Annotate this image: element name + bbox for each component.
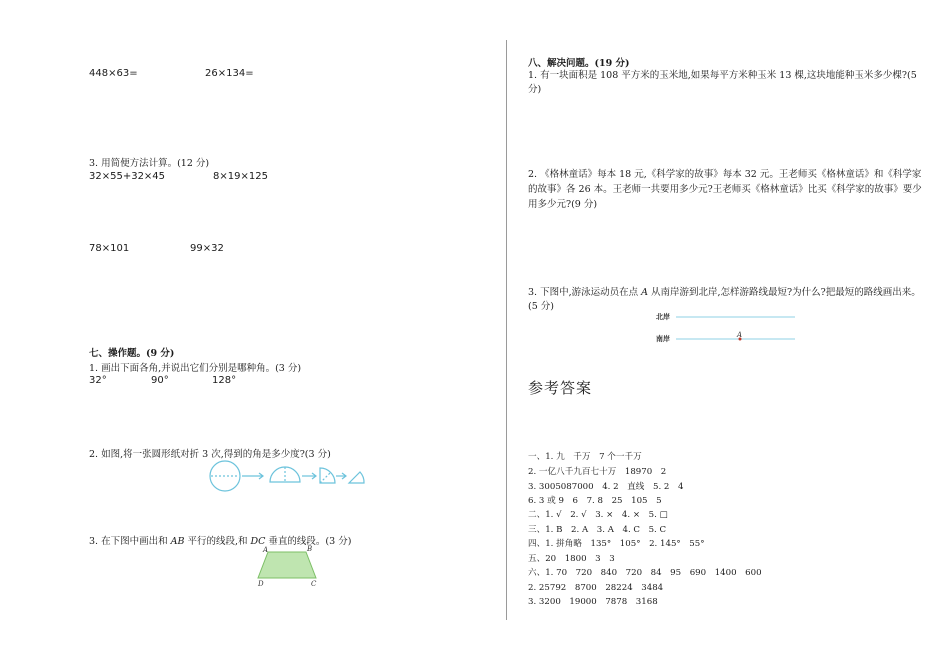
south-bank-label: 南岸 [656,335,670,343]
q7-1-text: 1. 画出下面各角,并说出它们分别是哪种角。(3 分) [89,363,302,374]
point-a-label: A [737,331,743,339]
eighth-circle [349,472,364,483]
river-diagram [652,308,800,348]
label-a: A [263,546,269,554]
expr-99x32: 99×32 [190,243,224,254]
expr-78x101: 78×101 [89,243,130,254]
expr-448x63: 448×63= [89,68,138,79]
paper-fold-diagram [208,459,368,493]
expr-32x55: 32×55+32×45 [89,171,166,182]
answer-line: 三、1. B 2. A 3. A 4. C 5. C [528,525,667,535]
label-d: D [258,580,264,588]
answer-line: 四、1. 拼角略 135° 105° 2. 145° 55° [528,539,705,549]
label-b: B [307,545,313,553]
q7-2-text: 2. 如图,将一张圆形纸对折 3 次,得到的角是多少度?(3 分) [89,449,331,460]
q3-title: 3. 用简便方法计算。(12 分) [89,158,210,169]
q8-3-text: 3. 下图中,游泳运动员在点 A 从南岸游到北岸,怎样游路线最短?为什么?把最短的路线画出来。(5 分) [528,287,921,312]
trapezoid-diagram [252,544,324,588]
fold-line-3 [320,472,331,483]
answer-line: 一、1. 九 千万 7 个一千万 [528,452,642,462]
answer-line: 3. 3005087000 4. 2 直线 5. 2 4 [528,482,684,492]
answer-line: 二、1. √ 2. √ 3. × 4. × 5. □ [528,510,668,520]
angle-90: 90° [151,375,169,386]
answer-line: 2. 25792 8700 28224 3484 [528,583,664,593]
q7-3-text: 3. 在下图中画出和 AB 平行的线段,和 DC 垂直的线段。(3 分) [89,536,352,547]
section-8-title: 八、解决问题。(19 分) [528,58,630,69]
answers-title: 参考答案 [528,379,593,397]
expr-26x134: 26×134= [205,68,254,79]
angle-32: 32° [89,375,107,386]
answer-line: 五、20 1800 3 3 [528,554,615,564]
answer-line: 2. 一亿八千九百七十万 18970 2 [528,467,667,477]
label-c: C [311,580,317,588]
quarter-circle [320,468,335,483]
section-7-title: 七、操作题。(9 分) [89,348,175,359]
angle-128: 128° [212,375,237,386]
expr-8x19x125: 8×19×125 [213,171,268,182]
answer-line: 6. 3 或 9 6 7. 8 25 105 5 [528,496,662,506]
q8-1-text: 1. 有一块面积是 108 平方米的玉米地,如果每平方米种玉米 13 棵,这块地能种玉米多少棵?(5 分) [528,70,917,95]
column-divider [506,40,507,620]
north-bank-label: 北岸 [656,313,670,321]
answer-line: 3. 3200 19000 7878 3168 [528,597,658,607]
trapezoid-shape [258,552,316,578]
answer-line: 六、1. 70 720 840 720 84 95 690 1400 600 [528,568,762,578]
q8-2-text: 2. 《格林童话》每本 18 元,《科学家的故事》每本 32 元。王老师买《格林童话》和《科学家的故事》各 26 本。王老师一共要用多少元?王老师买《格林童话》比买《科学家的故事》要少用多少元?(9 分) [528,169,922,210]
